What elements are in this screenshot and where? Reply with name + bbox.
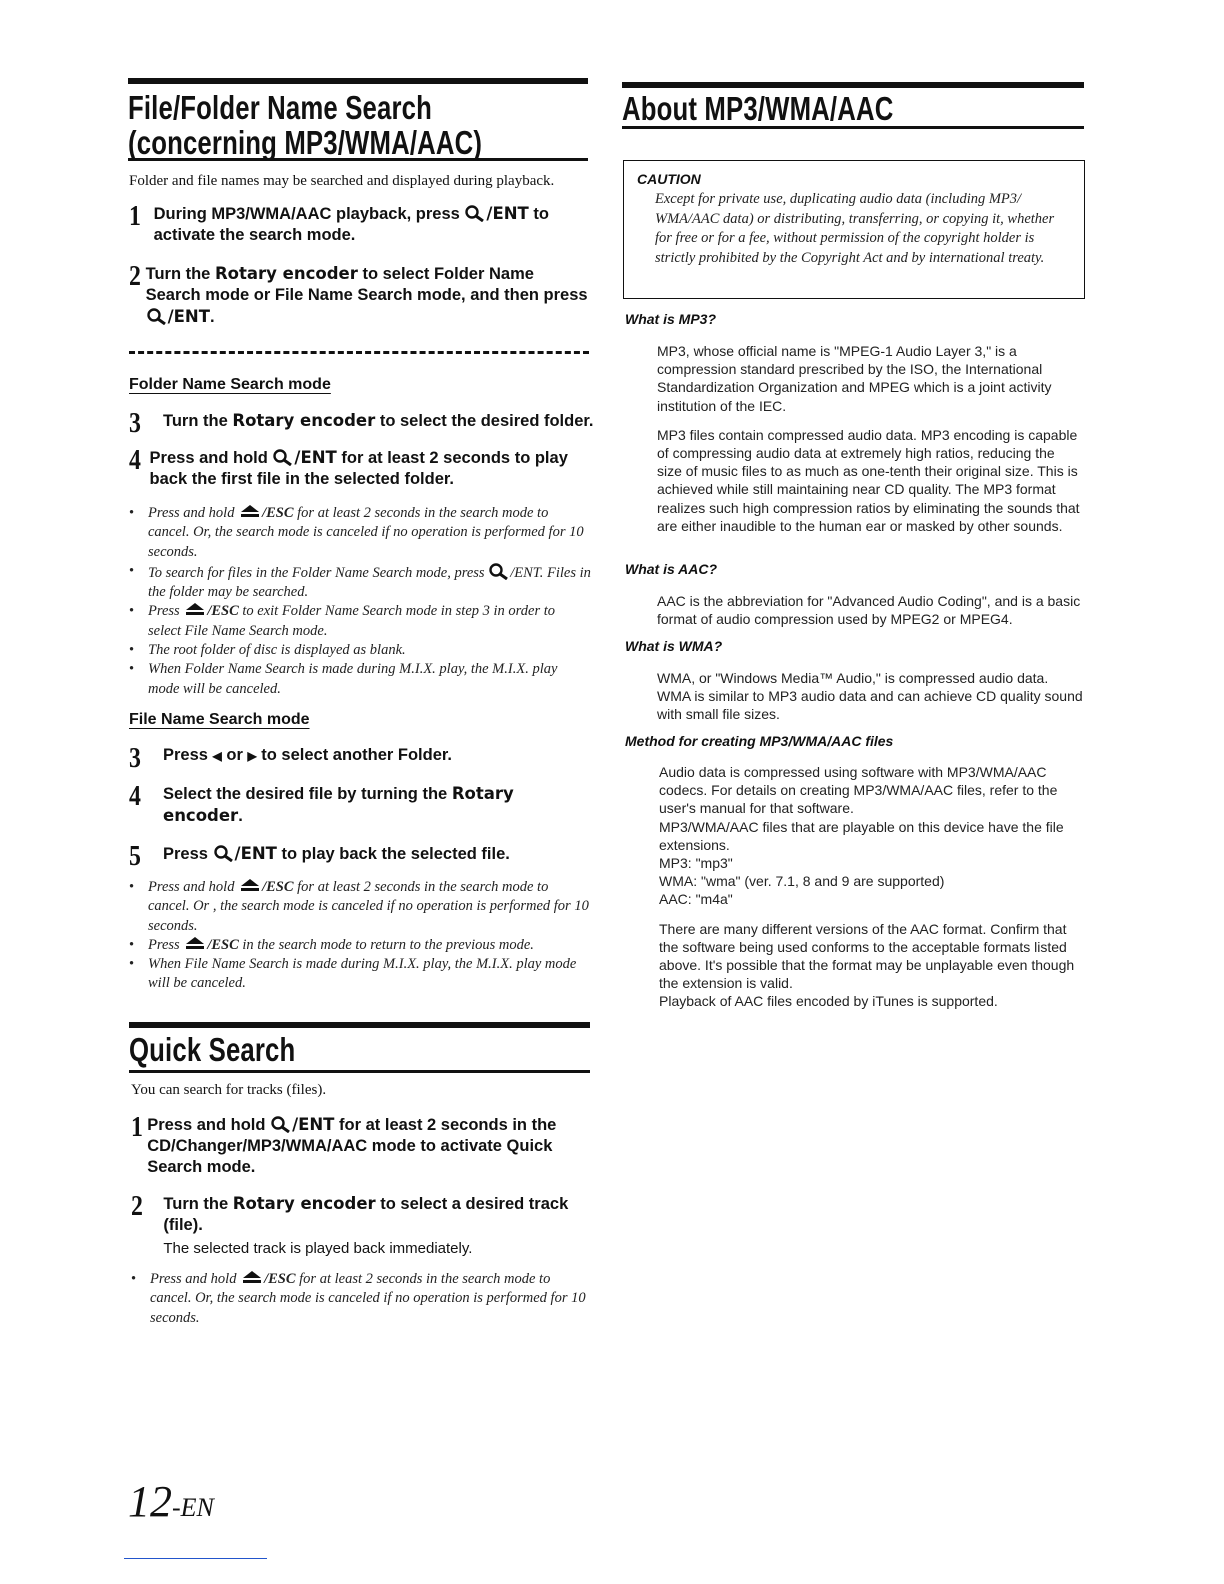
rotary-encoder-label: Rotary encoder: [163, 784, 514, 825]
rotary-encoder-label: Rotary encoder: [232, 411, 376, 430]
folder-step-4: [129, 447, 589, 490]
page-number-value: 12: [128, 1477, 172, 1526]
section-title-about: [622, 82, 1084, 129]
method-body: [659, 763, 1083, 1011]
note-item: • Press and hold /ESC for at least 2 seconds in the search mode to cancel. Or, the search mode is canceled if no operation is performed for 10 seconds.: [129, 504, 591, 562]
paragraph: Playback of AAC files encoded by iTunes is supported.: [659, 993, 998, 1010]
folder-mode-notes: [129, 504, 591, 699]
section1-step-2: [129, 263, 589, 328]
ent-key-label: /ENT: [167, 307, 210, 326]
left-arrow-icon: ◀: [212, 749, 222, 763]
note-item: • Press and hold /ESC for at least 2 seconds in the search mode to cancel. Or , the search mode is canceled if no operation is performed for 10 seconds.: [129, 878, 591, 936]
step-text: for at least 2 seconds in the CD/Changer/MP3/WMA/AAC mode to activate Quick Search mode.: [147, 1116, 557, 1176]
note-item: • Press /ESC to exit Folder Name Search mode in step 3 in order to select File Name Search mode.: [129, 602, 591, 641]
step-text: to select another Folder.: [256, 746, 452, 764]
step-text: Press and hold: [147, 1116, 271, 1134]
ent-key-label: /ENT: [486, 204, 529, 223]
section2-intro: You can search for tracks (files).: [131, 1082, 327, 1098]
step-text: to activate the search mode.: [153, 205, 549, 244]
dashed-divider: [129, 351, 589, 354]
note-item: • Press /ESC in the search mode to return to the previous mode.: [129, 936, 591, 955]
step-text: for at least 2 seconds to play back the first file in the selected folder.: [149, 449, 568, 488]
caution-box: [623, 160, 1085, 299]
paragraph: MP3/WMA/AAC files that are playable on this device have the file extensions.: [659, 818, 1064, 853]
page-number: [128, 1476, 214, 1527]
note-item: • The root folder of disc is displayed as blank.: [129, 641, 591, 660]
eject-icon: [240, 1270, 264, 1284]
ent-key-label: /ENT: [292, 1115, 335, 1134]
step-number: 4: [129, 781, 141, 812]
search-icon: [270, 1115, 292, 1133]
eject-icon: [183, 936, 207, 950]
ent-key-label: /ENT: [234, 844, 277, 863]
file-mode-notes: [129, 878, 591, 994]
paragraph: There are many different versions of the AAC format. Confirm that the software being used conforms to the acceptable formats listed above. It's possible that the format may be unplayable even though the extension is valid.: [659, 920, 1075, 992]
step-text: Select the desired file by turning the: [163, 785, 452, 803]
eject-icon: [238, 504, 262, 518]
wma-body: [657, 669, 1083, 724]
paragraph: AAC is the abbreviation for "Advanced Audio Coding", and is a basic format of audio compression used by MPEG2 or MPEG4.: [657, 593, 1081, 628]
section-title-line2: (concerning MP3/WMA/AAC): [128, 124, 483, 161]
wma-heading: What is WMA?: [625, 638, 723, 654]
step-subtext: The selected track is played back immediately.: [163, 1240, 473, 1257]
step-text: to select Folder Name Search mode or File Name Search mode, and then press: [145, 265, 588, 304]
extension-line: AAC: "m4a": [659, 891, 733, 908]
step-text: Turn the: [163, 412, 233, 430]
step-number: 2: [129, 261, 141, 292]
step-text: .: [209, 308, 215, 326]
note-item: • When File Name Search is made during M.I.X. play, the M.I.X. play mode will be canceled.: [129, 955, 591, 994]
aac-body: [657, 592, 1083, 628]
paragraph: MP3 files contain compressed audio data. MP3 encoding is capable of compressing audio data at extremely high ratios, reducing the size of music files to as much as one-tenth their original size. This is achieved while still maintaining near CD quality. The MP3 format realizes such high compression ratios by eliminating the sounds that are either inaudible to the human ear or masked by other sounds.: [657, 426, 1080, 534]
search-icon: [464, 204, 486, 222]
extension-line: MP3: "mp3": [659, 855, 733, 872]
step-number: 1: [129, 201, 141, 232]
about-title: About MP3/WMA/AAC: [622, 90, 894, 127]
note-item: • Press and hold /ESC for at least 2 seconds in the search mode to cancel. Or, the search mode is canceled if no operation is performed for 10 seconds.: [131, 1270, 591, 1328]
aac-heading: What is AAC?: [625, 561, 718, 577]
paragraph: WMA, or "Windows Media™ Audio," is compressed audio data. WMA is similar to MP3 audio data and can achieve CD quality sound with small file sizes.: [657, 670, 1083, 723]
step-number: 3: [129, 408, 141, 439]
quick-step-2: [131, 1193, 591, 1259]
step-text: or: [221, 746, 248, 764]
folder-step-3: [129, 410, 594, 438]
section-title-line1: Quick Search: [129, 1031, 296, 1068]
step-text: Press: [163, 746, 213, 764]
search-icon: [213, 844, 235, 862]
eject-icon: [238, 878, 262, 892]
eject-icon: [183, 602, 207, 616]
step-text: to play back the selected file.: [276, 845, 510, 863]
step-text: During MP3/WMA/AAC playback, press: [153, 205, 465, 223]
section-title-quick-search: [129, 1022, 590, 1073]
step-text: Turn the: [163, 1195, 233, 1213]
section-title-file-folder-search: [128, 78, 588, 161]
step-number: 4: [129, 445, 141, 476]
file-name-search-heading: File Name Search mode: [129, 711, 310, 728]
method-heading: Method for creating MP3/WMA/AAC files: [625, 733, 894, 749]
step-text: Press: [163, 845, 213, 863]
extension-line: WMA: "wma" (ver. 7.1, 8 and 9 are supported): [659, 873, 945, 890]
search-icon: [488, 562, 510, 580]
file-step-3: [129, 745, 589, 773]
caution-text: Except for private use, duplicating audio data (including MP3/ WMA/AAC data) or distributing, transferring, or copying it, whether for free or for a fee, without permission of the copyright holder is strictly prohibited by the Copyright Act and by international treaty.: [655, 191, 1055, 266]
rotary-encoder-label: Rotary encoder: [214, 264, 358, 283]
mp3-heading: What is MP3?: [625, 311, 717, 327]
caution-label: CAUTION: [637, 171, 701, 187]
search-icon: [272, 448, 294, 466]
file-step-4: [129, 783, 589, 827]
ent-key-label: /ENT: [294, 448, 337, 467]
rotary-encoder-label: Rotary encoder: [232, 1194, 376, 1213]
page-number-suffix: -EN: [172, 1493, 214, 1522]
folder-name-search-heading: Folder Name Search mode: [129, 376, 331, 393]
step-text: Press and hold: [149, 449, 273, 467]
quick-step-1: [131, 1114, 591, 1178]
step-text: to select the desired folder.: [375, 412, 594, 430]
mp3-body: [657, 342, 1083, 535]
quick-search-notes: [131, 1270, 591, 1328]
step-number: 2: [131, 1191, 143, 1222]
step-number: 1: [131, 1112, 143, 1143]
section1-step-1: [129, 203, 589, 246]
paragraph: Audio data is compressed using software with MP3/WMA/AAC codecs. For details on creating MP3/WMA/AAC files, refer to the user's manual for that software.: [659, 764, 1058, 817]
section-title-line1: File/Folder Name Search: [128, 89, 433, 126]
section1-intro: Folder and file names may be searched and displayed during playback.: [129, 173, 555, 189]
search-icon: [146, 307, 168, 325]
right-arrow-icon: ▶: [247, 749, 257, 763]
paragraph: MP3, whose official name is "MPEG-1 Audio Layer 3," is a compression standard prescribed by the ISO, the International Standardization Organization and MPEG which is a joint activity institution of the IEC.: [657, 343, 1052, 414]
file-step-5: [129, 843, 589, 871]
step-text: Turn the: [145, 265, 215, 283]
step-number: 5: [129, 841, 141, 872]
step-number: 3: [129, 743, 141, 774]
step-text: to select a desired track (file).: [163, 1195, 569, 1234]
step-text: .: [238, 807, 243, 825]
note-item: • To search for files in the Folder Name Search mode, press /ENT. Files in the folder may be searched.: [129, 562, 591, 603]
note-item: • When Folder Name Search is made during M.I.X. play, the M.I.X. play mode will be canceled.: [129, 660, 591, 699]
footer-rule: [124, 1558, 267, 1559]
